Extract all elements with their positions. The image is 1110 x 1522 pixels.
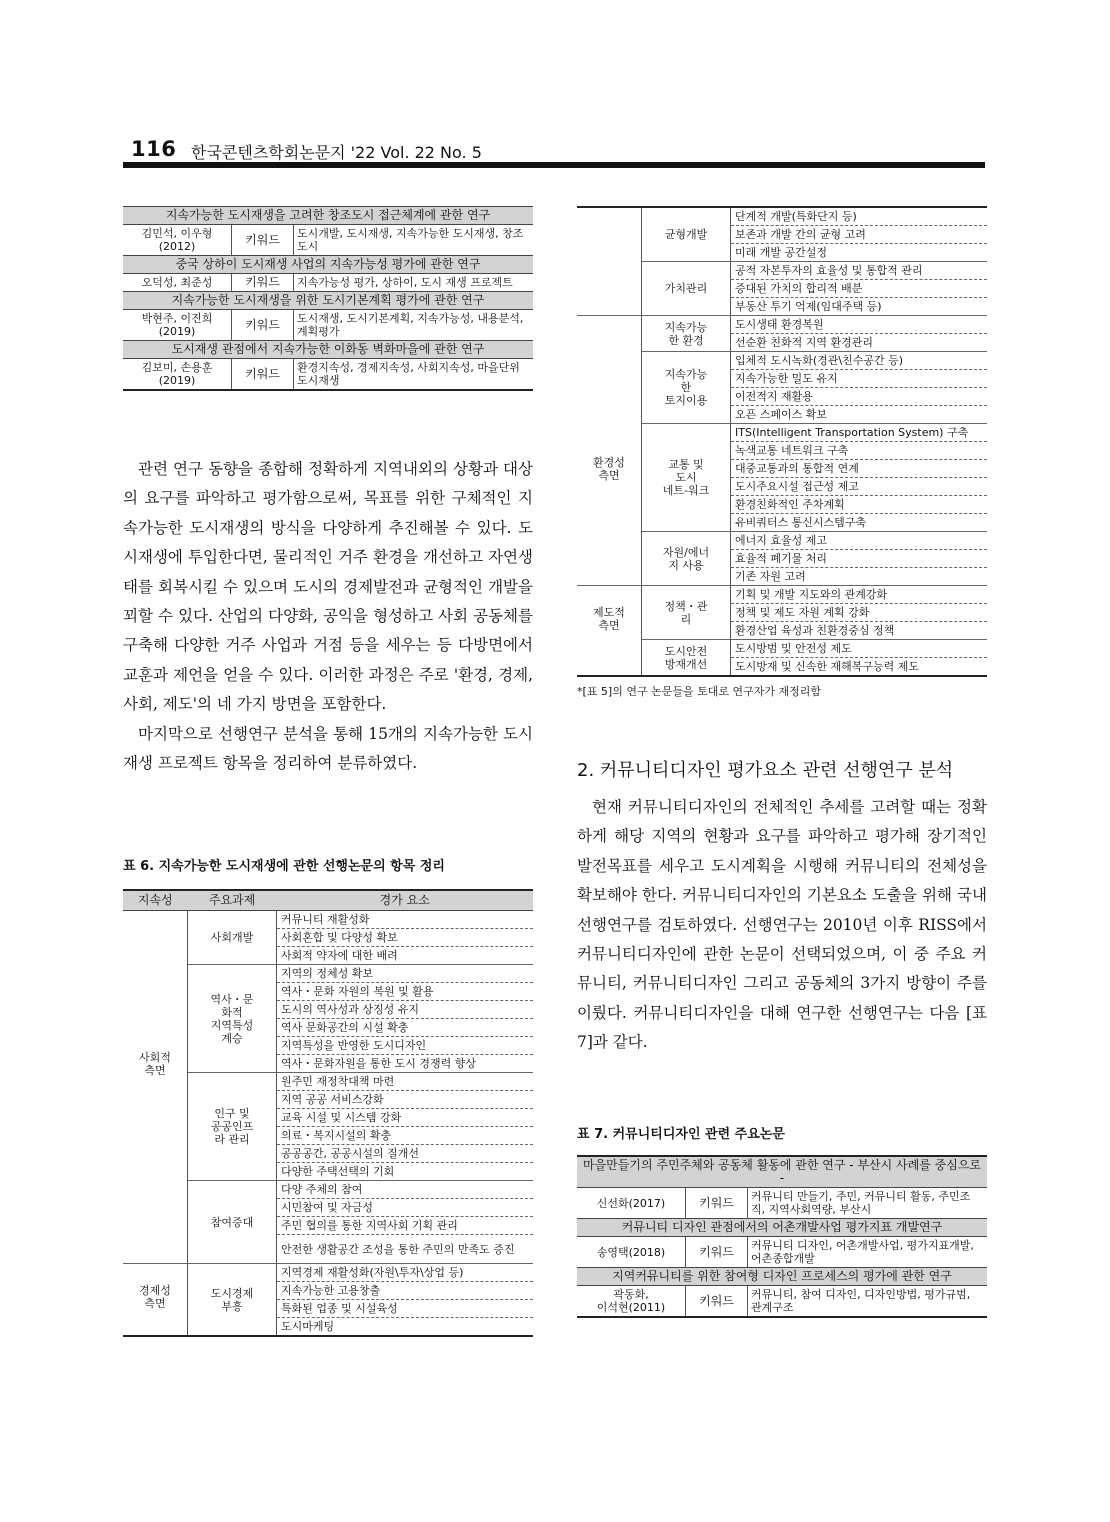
- element-cell: 도시방재 및 신속한 재해복구능력 제도: [731, 658, 988, 677]
- paper-authors: 신선화(2017): [596, 1196, 666, 1210]
- section-title: 2. 커뮤니티디자인 평가요소 관련 선행연구 분석: [577, 760, 954, 781]
- element-cell: 안전한 생활공간 조성을 통한 주민의 만족도 증진: [277, 1235, 534, 1264]
- table6-continued: [577, 206, 987, 699]
- element-cell: 환경산업 육성과 친환경중심 정책: [731, 622, 988, 640]
- paper-title: 지역커뮤니티를 위한 참여형 디자인 프로세스의 평가에 관한 연구: [577, 1268, 987, 1286]
- element-cell: 기존 자원 고려: [731, 568, 988, 586]
- element-cell: 환경친화적인 주차계획: [731, 496, 988, 514]
- element-cell: 주민 협의를 통한 지역사회 기획 관리: [277, 1217, 534, 1235]
- element-cell: 이전적지 재활용: [731, 388, 988, 406]
- element-cell: 의료・복지시설의 확충: [277, 1127, 534, 1145]
- element-cell: 오픈 스페이스 확보: [731, 406, 988, 424]
- element-cell: 도시방범 및 안전성 제도: [731, 640, 988, 658]
- keyword-label: 키워드: [232, 274, 294, 292]
- keyword-label: 키워드: [232, 225, 294, 256]
- journal-title: 한국콘텐츠학회논문지 '22 Vol. 22 No. 5: [191, 143, 482, 162]
- element-cell: 지역 공공 서비스강화: [277, 1091, 534, 1109]
- paper-authors: 김보미, 손용훈 (2019): [141, 361, 213, 387]
- paper-keywords: 커뮤니티, 참여 디자인, 디자인방법, 평가규범, 관계구조: [751, 1288, 971, 1314]
- element-cell: 원주민 재정착대책 마련: [277, 1073, 534, 1091]
- topic-cell: 가치관리: [642, 262, 731, 316]
- topic-cell: 균형개발: [642, 207, 731, 262]
- keyword-label: 키워드: [686, 1188, 748, 1219]
- element-cell: 교육 시설 및 시스템 강화: [277, 1109, 534, 1127]
- element-cell: 기획 및 개발 지도와의 관계강화: [731, 586, 988, 604]
- element-cell: 선순환 친화적 지역 환경관리: [731, 334, 988, 352]
- topic-cell: 역사・문 화적 지역특성 계승: [188, 965, 277, 1073]
- evaluation-table: [123, 889, 533, 1337]
- element-cell: 지속가능한 밀도 유지: [731, 370, 988, 388]
- body-paragraph: 관련 연구 동향을 종합해 정확하게 지역내외의 상황과 대상의 요구를 파악하고 평가함으로써, 목표를 위한 구체적인 지속가능한 도시재생의 방식을 다양하게 추진해볼 수 있다. 도시재생에 투입한다면, 물리적인 거주 환경을 개선하고 자연생태를 회복시킬 수 있으며 도시의 경제발전과 균형적인 개발을 꾀할 수 있다. 산업의 다양화, 공익을 형성하고 사회 공동체를 구축해 다양한 거주 사업과 거점 등을 세우는 등 다방면에서 교훈과 제언을 얻을 수 있다. 이러한 과정은 주로 '환경, 경제, 사회, 제도'의 네 가지 방면을 포함한다.: [123, 460, 533, 714]
- topic-cell: 사회개발: [188, 911, 277, 965]
- community-paper-table: [577, 1155, 987, 1318]
- element-cell: 녹색교통 네트워크 구축: [731, 442, 988, 460]
- element-cell: 공적 자본투자의 효율성 및 통합적 관리: [731, 262, 988, 280]
- element-cell: 다양 주체의 참여: [277, 1181, 534, 1199]
- topic-cell: 정책・관 리: [642, 586, 731, 640]
- header-rule: [123, 162, 985, 168]
- paper-title: 도시재생 관점에서 지속가능한 이화동 벽화마을에 관한 연구: [123, 341, 533, 359]
- column-header: 경가 요소: [277, 890, 534, 911]
- element-cell: 사회적 약자에 대한 배려: [277, 947, 534, 965]
- element-cell: 부동산 투기 억제(임대주택 등): [731, 298, 988, 316]
- paper-title: 마을만들기의 주민주체와 공동체 활동에 관한 연구 - 부산시 사례를 중심으로 -: [577, 1156, 987, 1188]
- topic-cell: 지속가능 한 환경: [642, 316, 731, 352]
- topic-cell: 지속가능 한 토지이용: [642, 352, 731, 424]
- element-cell: 에너지 효율성 제고: [731, 532, 988, 550]
- element-cell: 시민참여 및 자금성: [277, 1199, 534, 1217]
- paper-keywords: 지속가능성 평가, 상하이, 도시 재생 프로젝트: [297, 276, 513, 289]
- column-header: 주요과제: [188, 890, 277, 911]
- element-cell: 증대된 가치의 합리적 배분: [731, 280, 988, 298]
- element-cell: 공공공간, 공공시설의 질개선: [277, 1145, 534, 1163]
- dimension-cell: 환경성 측면: [577, 316, 642, 586]
- element-cell: 유비쿼터스 통신시스템구축: [731, 514, 988, 532]
- table6-caption: 표 6. 지속가능한 도시재생에 관한 선행논문의 항목 정리: [123, 859, 445, 874]
- element-cell: 커뮤니티 재활성화: [277, 911, 534, 929]
- table7: [577, 1155, 987, 1318]
- paper-title: 커뮤니티 디자인 관점에서의 어촌개발사업 평가지표 개발연구: [577, 1219, 987, 1237]
- paper-title: 지속가능한 도시재생을 위한 도시기본계획 평가에 관한 연구: [123, 292, 533, 310]
- paper-list-table: [123, 206, 533, 391]
- element-cell: 지역경제 재활성화(자원\투자\상업 등): [277, 1264, 534, 1282]
- paper-keywords: 커뮤니티 디자인, 어촌개발사업, 평가지표개발, 어촌종합개발: [751, 1239, 974, 1265]
- left-top-table: [123, 206, 533, 391]
- paper-keywords: 도시개발, 도시재생, 지속가능한 도시재생, 창조도시: [297, 227, 524, 253]
- body-paragraph: 마지막으로 선행연구 분석을 통해 15개의 지속가능한 도시재생 프로젝트 항목을 정리하여 분류하였다.: [123, 724, 533, 773]
- element-cell: 입체적 도시녹화(경관\친수공간 등): [731, 352, 988, 370]
- page-number: 116: [131, 137, 177, 161]
- paper-keywords: 도시재생, 도시기본계획, 지속가능성, 내용분석, 계획평가: [297, 312, 524, 338]
- element-cell: 다양한 주택선택의 기회: [277, 1163, 534, 1181]
- element-cell: 미래 개발 공간설정: [731, 244, 988, 262]
- element-cell: 지역의 정체성 확보: [277, 965, 534, 983]
- element-cell: 보존과 개발 간의 균형 고려: [731, 226, 988, 244]
- element-cell: 도시의 역사성과 상징성 유지: [277, 1001, 534, 1019]
- element-cell: 도시생태 환경복원: [731, 316, 988, 334]
- table-note: *[표 5]의 연구 논문들을 토대로 연구자가 재정리함: [577, 685, 821, 698]
- keyword-label: 키워드: [686, 1286, 748, 1318]
- element-cell: 정책 및 제도 자원 계획 강화: [731, 604, 988, 622]
- element-cell: 단계적 개발(특화단지 등): [731, 207, 988, 226]
- dimension-cell: 경제성 측면: [123, 1264, 188, 1337]
- element-cell: 역사 문화공간의 시설 확충: [277, 1019, 534, 1037]
- table6: [123, 889, 533, 1337]
- column-header: 지속성: [123, 890, 188, 911]
- element-cell: 효율적 폐기물 처리: [731, 550, 988, 568]
- paper-authors: 송영택(2018): [596, 1245, 666, 1259]
- dimension-cell: 제도적 측면: [577, 586, 642, 677]
- paper-authors: 곽동화, 이석현(2011): [596, 1288, 666, 1314]
- element-cell: 도시주요시설 접근성 제고: [731, 478, 988, 496]
- topic-cell: 도시경제 부흥: [188, 1264, 277, 1337]
- section-body: [577, 793, 987, 1058]
- element-cell: 역사・문화 자원의 복원 및 활용: [277, 983, 534, 1001]
- topic-cell: 교통 및 도시 네트-워크: [642, 424, 731, 532]
- left-body-text: [123, 455, 533, 778]
- topic-cell: 도시안전 방재개선: [642, 640, 731, 677]
- element-cell: 지역특성을 반영한 도시디자인: [277, 1037, 534, 1055]
- table7-caption: 표 7. 커뮤니티디자인 관련 주요논문: [577, 1127, 785, 1142]
- topic-cell: 참여증대: [188, 1181, 277, 1264]
- element-cell: 도시마케팅: [277, 1318, 534, 1337]
- paper-title: 중국 상하이 도시재생 사업의 지속가능성 평가에 관한 연구: [123, 256, 533, 274]
- paper-keywords: 환경지속성, 경제지속성, 사회지속성, 마을단위 도시재생: [297, 361, 520, 387]
- element-cell: 지속가능한 고용창출: [277, 1282, 534, 1300]
- paper-authors: 오덕성, 최준성: [141, 276, 213, 289]
- dimension-cell: [577, 207, 642, 316]
- element-cell: 특화된 업종 및 시설육성: [277, 1300, 534, 1318]
- keyword-label: 키워드: [232, 310, 294, 341]
- paper-keywords: 커뮤니티 만들기, 주민, 커뮤니티 활동, 주민조직, 지역사회역량, 부산시: [751, 1190, 971, 1216]
- topic-cell: 자원/에너 지 사용: [642, 532, 731, 586]
- element-cell: ITS(Intelligent Transportation System) 구축: [731, 424, 988, 442]
- element-cell: 역사・문화자원을 통한 도시 경쟁력 향상: [277, 1055, 534, 1073]
- dimension-cell: 사회적 측면: [123, 911, 188, 1264]
- page-header: [123, 133, 985, 173]
- element-cell: 대중교통과의 통합적 연계: [731, 460, 988, 478]
- element-cell: 사회혼합 및 다양성 확보: [277, 929, 534, 947]
- paper-authors: 박현주, 이진희 (2019): [141, 312, 213, 338]
- paper-title: 지속가능한 도시재생을 고려한 창조도시 접근체계에 관한 연구: [123, 207, 533, 225]
- keyword-label: 키워드: [686, 1237, 748, 1268]
- topic-cell: 인구 및 공공인프 라 관리: [188, 1073, 277, 1181]
- body-paragraph: 현재 커뮤니티디자인의 전체적인 추세를 고려할 때는 정확하게 해당 지역의 현황과 요구를 파악하고 평가해 장기적인 발전목표를 세우고 도시계획을 시행해 커뮤니티의 전체성을 확보해야 한다. 커뮤니티디자인의 기본요소 도출을 위해 국내 선행연구를 검토하였다. 선행연구는 2010년 이후 RISS에서 커뮤니티디자인에 관한 논문이 선택되었으며, 이 중 주요 커뮤니티, 커뮤니티디자인 그리고 공동체의 3가지 방향이 주를 이뤘다. 커뮤니티디자인을 대해 연구한 선행연구는 다음 [표 7]과 같다.: [577, 798, 987, 1052]
- evaluation-table-continued: [577, 206, 987, 677]
- keyword-label: 키워드: [232, 359, 294, 391]
- paper-authors: 김민석, 이우형 (2012): [141, 227, 213, 253]
